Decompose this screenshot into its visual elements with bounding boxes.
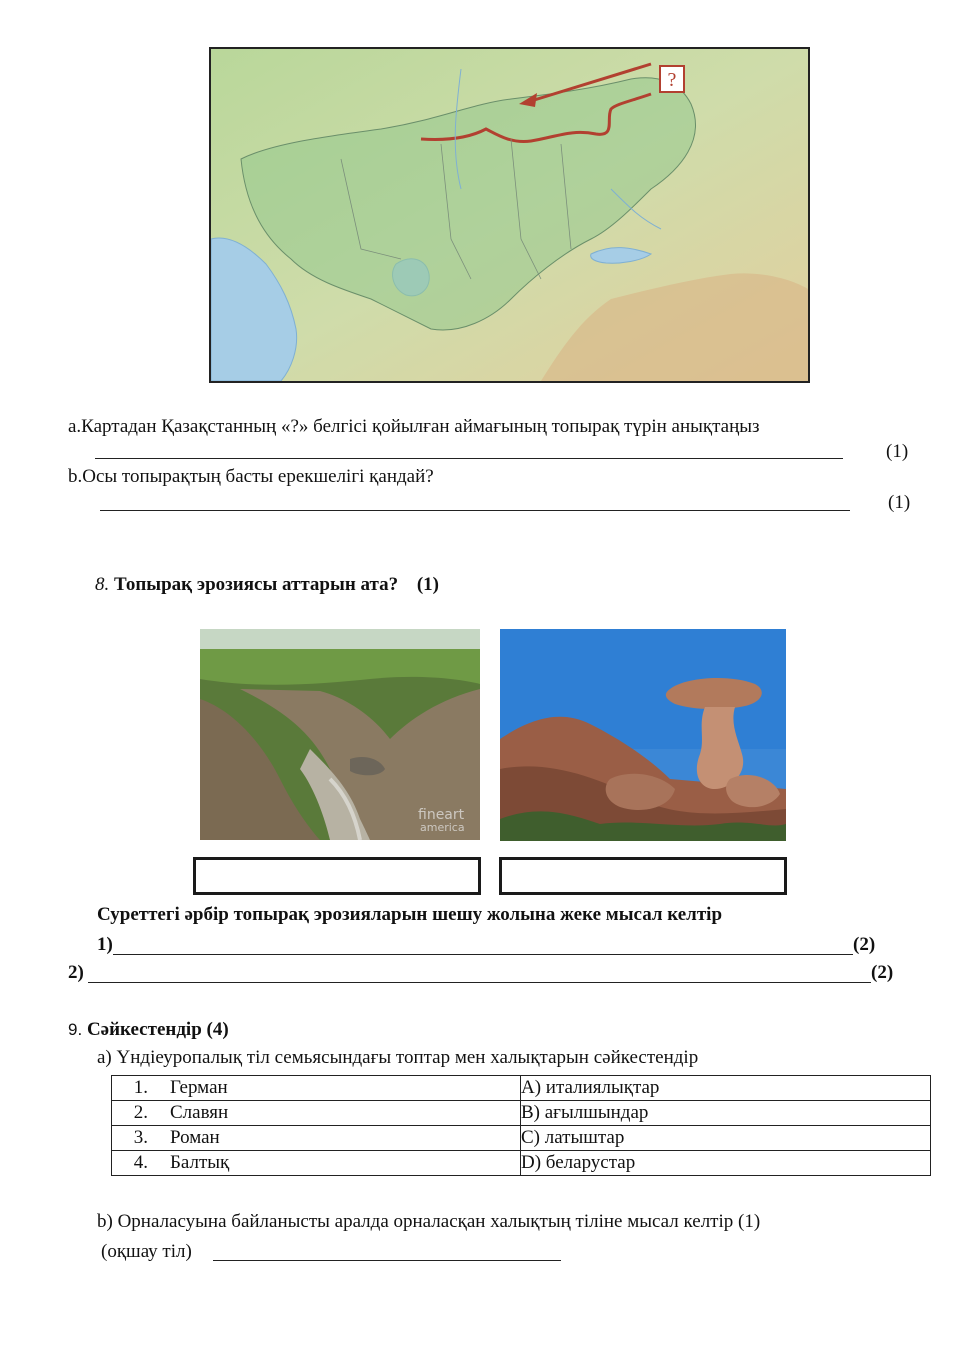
kazakhstan-relief-map bbox=[209, 47, 810, 383]
gully-erosion-graphic bbox=[200, 629, 480, 840]
q8-heading bbox=[95, 574, 439, 596]
q9b-text: b) Орналасуына байланысты аралда орналасқан халықтың тіліне мысал келтір (1) bbox=[97, 1211, 761, 1232]
group-name: Роман bbox=[170, 1127, 220, 1148]
q8-item1-label: 1) bbox=[97, 934, 113, 955]
table-cell-left bbox=[112, 1126, 521, 1151]
photo1-watermark-line2: america bbox=[420, 821, 465, 834]
table-cell-right: D) беларустар bbox=[521, 1151, 931, 1176]
table-cell-left bbox=[112, 1151, 521, 1176]
wind-erosion-graphic bbox=[500, 629, 786, 841]
group-name: Славян bbox=[170, 1102, 229, 1123]
answer-box-1[interactable] bbox=[193, 857, 481, 895]
map-graphic bbox=[211, 49, 808, 381]
row-number: 3. bbox=[133, 1127, 148, 1148]
group-name: Балтық bbox=[170, 1152, 230, 1173]
table-cell-right: C) латыштар bbox=[521, 1126, 931, 1151]
table-cell-left bbox=[112, 1101, 521, 1126]
q9b-sub: (оқшау тіл) bbox=[101, 1241, 192, 1262]
q8-item1-line[interactable] bbox=[113, 954, 853, 955]
q8-points: (1) bbox=[416, 574, 440, 595]
row-number: 1. bbox=[133, 1077, 148, 1098]
q7a-answer-line[interactable] bbox=[95, 458, 843, 459]
q8-item2-line[interactable] bbox=[88, 982, 871, 983]
q9-title: Сәйкестендір (4) bbox=[86, 1019, 229, 1040]
q8-item2-label: 2) bbox=[68, 962, 84, 983]
q7a-points: (1) bbox=[886, 441, 909, 462]
table-row bbox=[112, 1126, 931, 1151]
gully-erosion-photo bbox=[200, 629, 480, 840]
q8-title: Топырақ эрозиясы аттарын ата? bbox=[114, 574, 399, 595]
answer-box-2[interactable] bbox=[499, 857, 787, 895]
table-row bbox=[112, 1076, 931, 1101]
q7b-answer-line[interactable] bbox=[100, 510, 850, 511]
q9b-answer-line[interactable] bbox=[213, 1260, 561, 1261]
wind-erosion-photo bbox=[500, 629, 786, 841]
q7a-text: a.Картадан Қазақстанның «?» белгісі қойылған аймағының топырақ түрін анықтаңыз bbox=[68, 416, 760, 437]
photo1-watermark-line1: fineart bbox=[418, 807, 465, 823]
table-cell-left bbox=[112, 1076, 521, 1101]
table-cell-right: A) италиялықтар bbox=[521, 1076, 931, 1101]
q8-item1-points: (2) bbox=[853, 934, 876, 955]
q7b-points: (1) bbox=[888, 492, 911, 513]
q8-item2-points: (2) bbox=[871, 962, 894, 983]
table-row bbox=[112, 1151, 931, 1176]
question-marker: ? bbox=[667, 69, 677, 91]
q8-instruction: Суреттегі әрбір топырақ эрозияларын шешу жолына жеке мысал келтір bbox=[97, 904, 723, 925]
row-number: 2. bbox=[133, 1102, 148, 1123]
q9-heading bbox=[68, 1019, 229, 1041]
q8-number: 8. bbox=[95, 574, 110, 595]
matching-table bbox=[111, 1075, 931, 1176]
row-number: 4. bbox=[133, 1152, 148, 1173]
group-name: Герман bbox=[170, 1077, 228, 1098]
q9-number: 9. bbox=[68, 1020, 83, 1039]
table-cell-right: B) ағылшындар bbox=[521, 1101, 931, 1126]
q7b-text: b.Осы топырақтың басты ерекшелігі қандай? bbox=[68, 466, 434, 487]
q9a-text: а) Үндіеуропалық тіл семьясындағы топтар мен халықтарын сәйкестендір bbox=[97, 1047, 699, 1068]
table-row bbox=[112, 1101, 931, 1126]
